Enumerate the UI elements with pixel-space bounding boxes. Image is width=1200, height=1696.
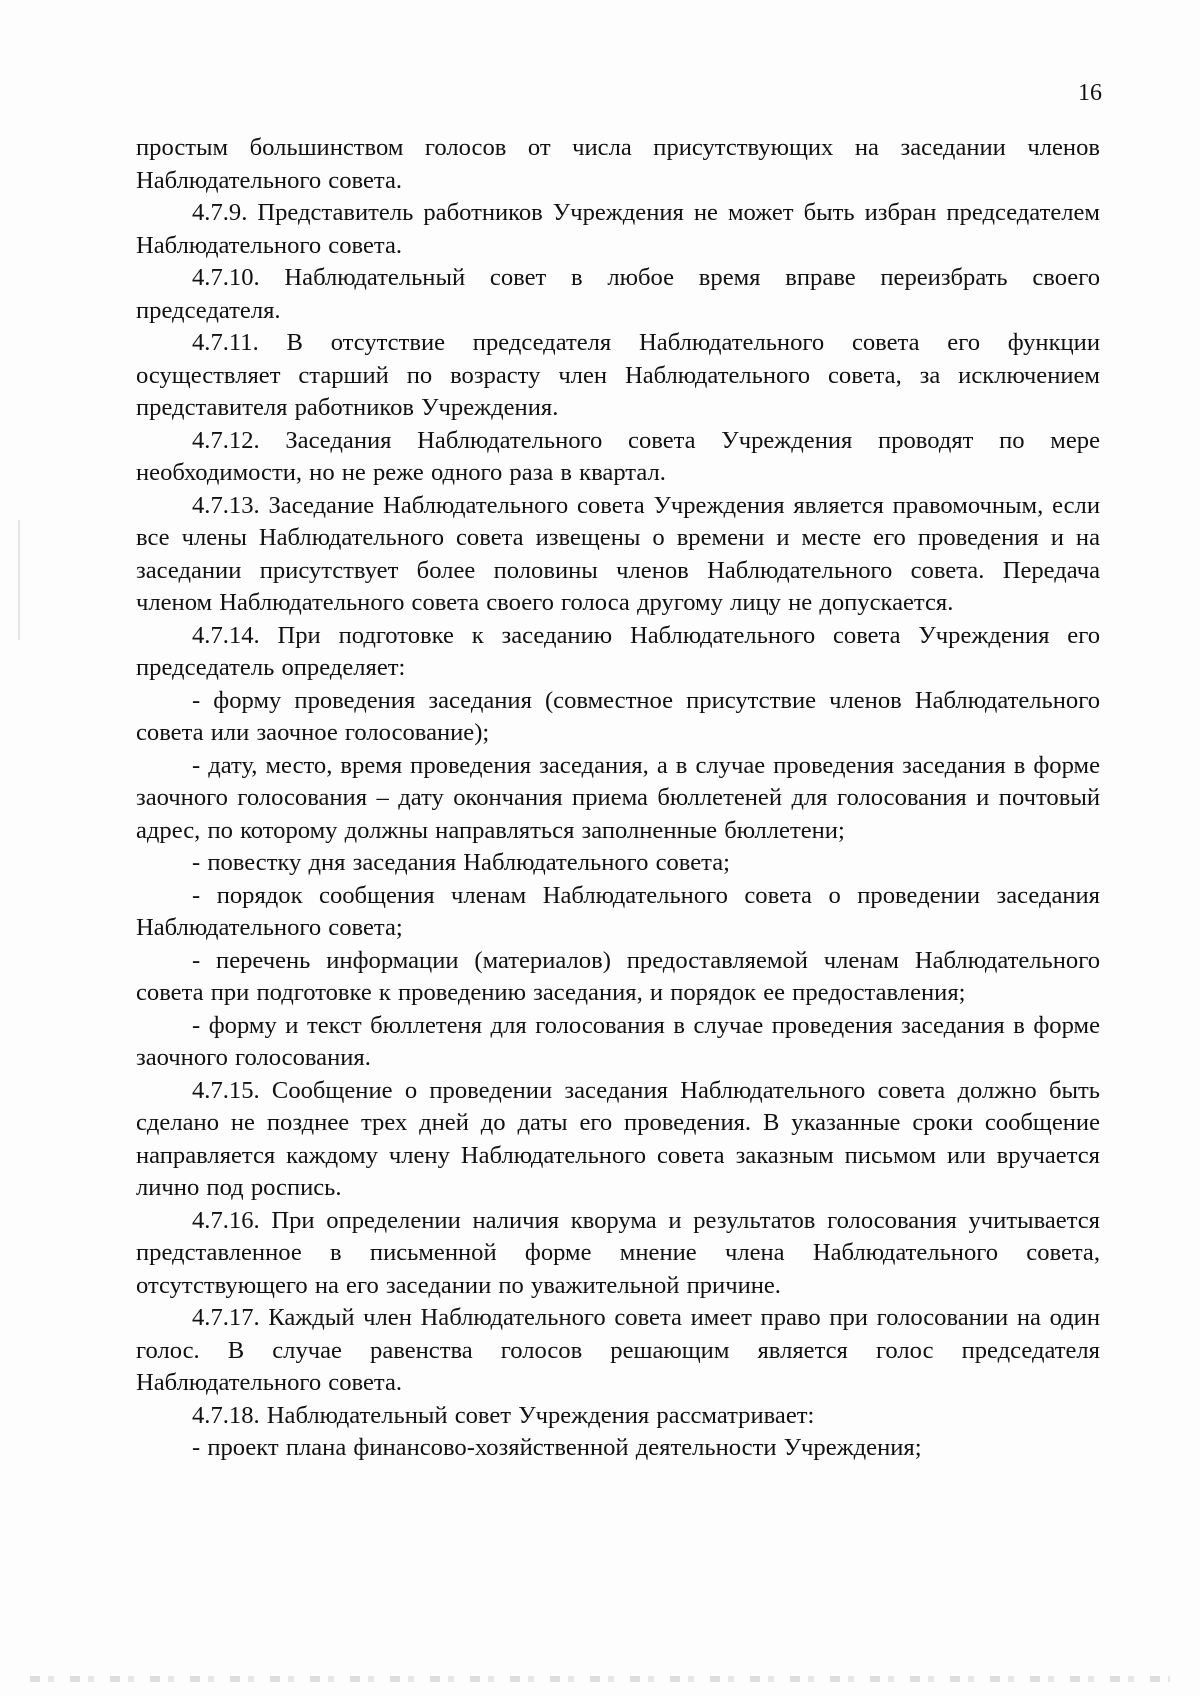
paragraph-4-7-17: 4.7.17. Каждый член Наблюдательного совета имеет право при голосовании на один голос. В случае равенства голосов решающим является голос председателя Наблюдательного совета.: [136, 1304, 1100, 1396]
scan-noise-artifact: [30, 1676, 1170, 1682]
list-item-materials: - перечень информации (материалов) предоставляемой членам Наблюдательного совета при подготовке к проведению заседания, и порядок ее предоставления;: [136, 946, 1100, 1006]
paragraph-4-7-18: 4.7.18. Наблюдательный совет Учреждения рассматривает:: [192, 1401, 815, 1429]
list-item-meeting-form: - форму проведения заседания (совместное присутствие членов Наблюдательного совета или заочное голосование);: [136, 686, 1100, 746]
list-item-meeting-date-place: - дату, место, время проведения заседания, а в случае проведения заседания в форме заочного голосования – дату окончания приема бюллетеней для голосования и почтовый адрес, по которому должны направляться заполненные бюллетени;: [136, 751, 1100, 844]
page-number: 16: [1078, 80, 1102, 106]
scan-edge-artifact: [18, 520, 20, 640]
paragraph-4-7-10: 4.7.10. Наблюдательный совет в любое время вправе переизбрать своего председателя.: [136, 264, 1100, 324]
list-item-ballot: - форму и текст бюллетеня для голосования в случае проведения заседания в форме заочного голосования.: [136, 1011, 1100, 1071]
list-item-agenda: - повестку дня заседания Наблюдательного совета;: [192, 849, 730, 876]
paragraph-4-7-13: 4.7.13. Заседание Наблюдательного совета Учреждения является правомочным, если все члены Наблюдательного совета извещены о времени и месте его проведения и на заседании присутствует более половины членов Наблюдательного совета. Передача членом Наблюдательного совета своего голоса другому лицу не допускается.: [136, 491, 1100, 616]
paragraph-4-7-14: 4.7.14. При подготовке к заседанию Наблюдательного совета Учреждения его председатель определяет:: [136, 621, 1100, 681]
list-item-notification-order: - порядок сообщения членам Наблюдательного совета о проведении заседания Наблюдательного совета;: [136, 881, 1100, 941]
paragraph-4-7-12: 4.7.12. Заседания Наблюдательного совета Учреждения проводят по мере необходимости, но не реже одного раза в квартал.: [136, 426, 1100, 486]
paragraph-continuation: простым большинством голосов от числа присутствующих на заседании членов Наблюдательного совета.: [136, 134, 1100, 194]
paragraph-4-7-15: 4.7.15. Сообщение о проведении заседания Наблюдательного совета должно быть сделано не позднее трех дней до даты его проведения. В указанные сроки сообщение направляется каждому члену Наблюдательного совета заказным письмом или вручается лично под роспись.: [136, 1076, 1100, 1201]
paragraph-4-7-11: 4.7.11. В отсутствие председателя Наблюдательного совета его функции осуществляет старший по возрасту член Наблюдательного совета, за исключением представителя работников Учреждения.: [136, 329, 1100, 421]
paragraph-4-7-16: 4.7.16. При определении наличия кворума и результатов голосования учитывается представленное в письменной форме мнение члена Наблюдательного совета, отсутствующего на его заседании по уважительной причине.: [136, 1206, 1100, 1299]
document-body: [136, 132, 1100, 1465]
paragraph-4-7-9: 4.7.9. Представитель работников Учреждения не может быть избран председателем Наблюдательного совета.: [136, 199, 1100, 259]
list-item-financial-plan: - проект плана финансово-хозяйственной деятельности Учреждения;: [192, 1434, 922, 1461]
